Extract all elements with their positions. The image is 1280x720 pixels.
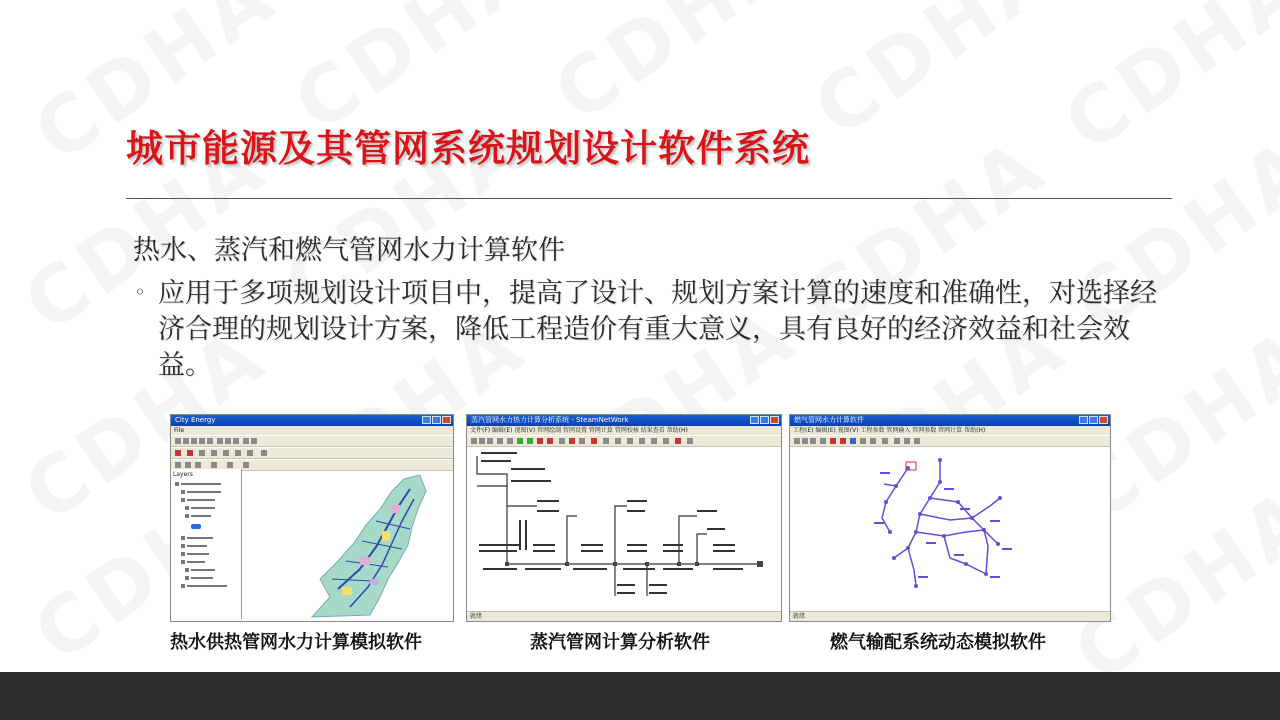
bullet-item xyxy=(134,276,1174,384)
maximize-icon[interactable] xyxy=(760,416,769,424)
menu-bar[interactable]: 工程(E) 编辑(E) 视图(V) 工程参数 管网输入 管网参数 管网计算 帮助(H) xyxy=(790,426,1110,435)
caption-heat-network: 热水供热管网水力计算模拟软件 xyxy=(170,632,422,653)
footer-bar xyxy=(0,672,1280,720)
network-canvas[interactable] xyxy=(790,446,1110,610)
map-view[interactable] xyxy=(242,469,454,621)
title-divider xyxy=(126,198,1172,199)
watermark xyxy=(799,0,1073,155)
minimize-icon[interactable] xyxy=(422,416,431,424)
toolbar[interactable] xyxy=(171,435,453,447)
minimize-icon[interactable] xyxy=(750,416,759,424)
slide-title: 城市能源及其管网系统规划设计软件系统 xyxy=(126,126,810,170)
network-canvas[interactable] xyxy=(467,446,781,610)
maximize-icon[interactable] xyxy=(432,416,441,424)
layer-tree[interactable] xyxy=(171,480,241,620)
window-title: City Energy xyxy=(175,416,216,424)
slide-subtitle: 热水、蒸汽和燃气管网水力计算软件 xyxy=(133,235,565,266)
screenshot-gas-network xyxy=(789,414,1111,622)
watermark xyxy=(1049,0,1280,170)
bullet-marker: ◦ xyxy=(134,280,146,304)
layers-label: Layers xyxy=(173,471,193,478)
window-title: 蒸汽管网水力热力计算分析系统 - SteamNetWork xyxy=(471,416,629,424)
layer-panel[interactable] xyxy=(171,469,242,619)
status-bar: 就绪 xyxy=(467,611,781,621)
screenshot-heat-network xyxy=(170,414,454,622)
window-titlebar xyxy=(790,415,1110,426)
minimize-icon[interactable] xyxy=(1079,416,1088,424)
menu-bar[interactable]: 文件(F) 编辑(E) 视图(V) 管网绘制 管网设置 管网计算 管网校核 结果查看 帮助(H) xyxy=(467,426,781,435)
close-icon[interactable] xyxy=(442,416,451,424)
window-titlebar xyxy=(467,415,781,426)
close-icon[interactable] xyxy=(770,416,779,424)
menu-bar[interactable]: File xyxy=(171,426,453,435)
caption-steam-network: 蒸汽管网计算分析软件 xyxy=(530,632,710,653)
screenshot-steam-network xyxy=(466,414,782,622)
window-title: 燃气管网水力计算软件 xyxy=(794,416,864,424)
maximize-icon[interactable] xyxy=(1089,416,1098,424)
window-titlebar xyxy=(171,415,453,426)
caption-gas-network: 燃气输配系统动态模拟软件 xyxy=(830,632,1046,653)
toolbar[interactable] xyxy=(171,447,453,459)
close-icon[interactable] xyxy=(1099,416,1108,424)
bullet-text: 应用于多项规划设计项目中，提高了设计、规划方案计算的速度和准确性，对选择经济合理的规划设计方案，降低工程造价有重大意义，具有良好的经济效益和社会效益。 xyxy=(158,278,1157,381)
status-bar: 就绪 xyxy=(790,611,1110,621)
